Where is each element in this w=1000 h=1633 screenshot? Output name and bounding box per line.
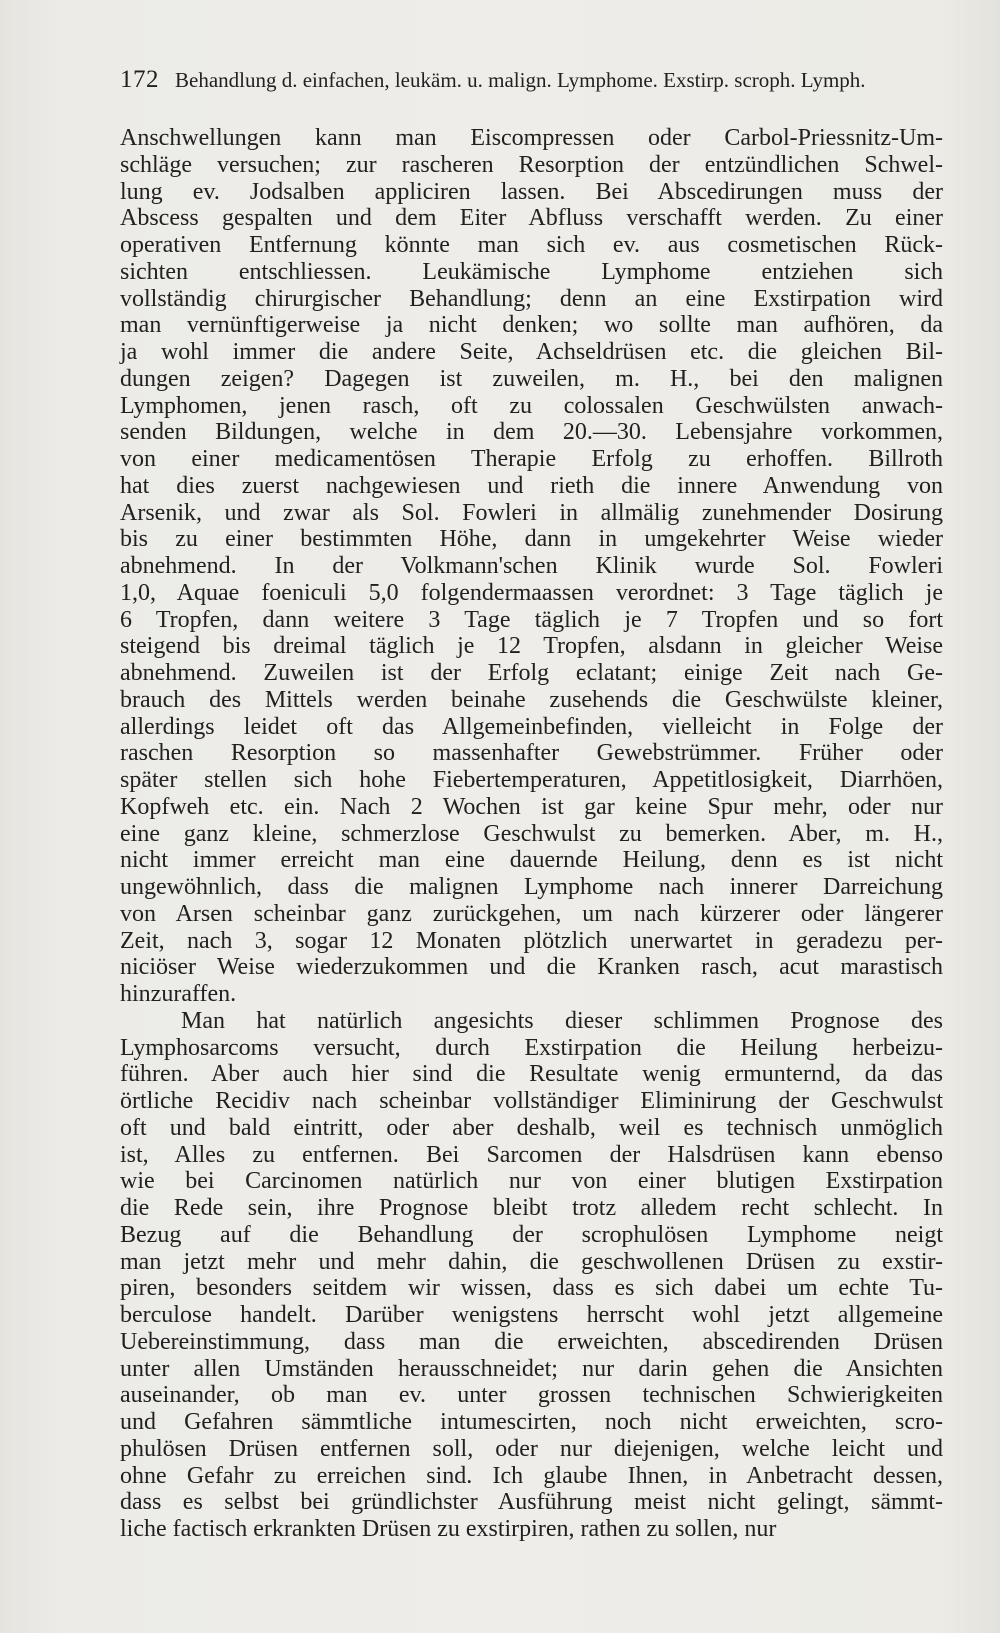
text-line: schläge versuchen; zur rascheren Resorption der entzündlichen Schwel- xyxy=(120,151,943,178)
text-line: von einer medicamentösen Therapie Erfolg zu erhoffen. Billroth xyxy=(120,446,943,472)
text-line: allerdings leidet oft das Allgemeinbefinden, vielleicht in Folge der xyxy=(120,713,943,740)
text-line: die Rede sein, ihre Prognose bleibt trotz alledem recht schlecht. In xyxy=(120,1195,943,1221)
paragraph xyxy=(120,1008,943,1543)
text-line: Uebereinstimmung, dass man die erweichten, abscedirenden Drüsen xyxy=(120,1328,943,1355)
text-line: phulösen Drüsen entfernen soll, oder nur diejenigen, welche leicht und xyxy=(120,1435,943,1462)
text-line: 1,0, Aquae foeniculi 5,0 folgendermaassen verordnet: 3 Tage täglich je xyxy=(120,579,943,606)
text-line: senden Bildungen, welche in dem 20.—30. Lebensjahre vorkommen, xyxy=(120,419,943,446)
body-text xyxy=(120,125,943,1543)
text-line: steigend bis dreimal täglich je 12 Tropfen, alsdann in gleicher Weise xyxy=(120,633,943,660)
text-line: Arsenik, und zwar als Sol. Fowleri in allmälig zunehmender Dosirung xyxy=(120,499,943,526)
running-head xyxy=(120,66,950,102)
text-line: abnehmend. Zuweilen ist der Erfolg eclatant; einige Zeit nach Ge- xyxy=(120,660,943,686)
text-line: und Gefahren sämmtliche intumescirten, noch nicht erweichten, scro- xyxy=(120,1409,943,1435)
text-line: von Arsen scheinbar ganz zurückgehen, um nach kürzerer oder längerer xyxy=(120,900,943,927)
text-line: Bezug auf die Behandlung der scrophulösen Lymphome neigt xyxy=(120,1221,943,1248)
text-line: nicht immer erreicht man eine dauernde Heilung, denn es ist nicht xyxy=(120,847,943,874)
text-line: später stellen sich hohe Fiebertemperaturen, Appetitlosigkeit, Diarrhöen, xyxy=(120,767,943,793)
text-line: eine ganz kleine, schmerzlose Geschwulst zu bemerken. Aber, m. H., xyxy=(120,820,943,847)
text-line: Lymphosarcoms versucht, durch Exstirpation die Heilung herbeizu- xyxy=(120,1034,943,1061)
running-title: Behandlung d. einfachen, leukäm. u. malign. Lymphome. Exstirp. scroph. Lymph. xyxy=(175,68,866,92)
text-line: operativen Entfernung könnte man sich ev. aus cosmetischen Rück- xyxy=(120,232,943,258)
text-line: hinzuraffen. xyxy=(120,981,237,1007)
text-line: vollständig chirurgischer Behandlung; denn an eine Exstirpation wird xyxy=(120,285,943,312)
text-line: Lymphomen, jenen rasch, oft zu colossalen Geschwülsten anwach- xyxy=(120,392,943,419)
text-line: piren, besonders seitdem wir wissen, dass es sich dabei um echte Tu- xyxy=(120,1275,943,1302)
text-line: Zeit, nach 3, sogar 12 Monaten plötzlich unerwartet in geradezu per- xyxy=(120,927,943,954)
text-line: man jetzt mehr und mehr dahin, die geschwollenen Drüsen zu exstir- xyxy=(120,1248,943,1275)
text-line: ist, Alles zu entfernen. Bei Sarcomen der Halsdrüsen kann ebenso xyxy=(120,1141,943,1168)
text-line: Man hat natürlich angesichts dieser schlimmen Prognose des xyxy=(181,1007,943,1034)
text-line: abnehmend. In der Volkmann'schen Klinik wurde Sol. Fowleri xyxy=(120,553,943,579)
page-number: 172 xyxy=(120,66,159,93)
text-line: hat dies zuerst nachgewiesen und rieth die innere Anwendung von xyxy=(120,472,943,499)
text-line: Kopfweh etc. ein. Nach 2 Wochen ist gar keine Spur mehr, oder nur xyxy=(120,793,943,820)
text-line: lung ev. Jodsalben appliciren lassen. Bei Abscedirungen muss der xyxy=(120,178,943,205)
text-line: unter allen Umständen herausschneidet; nur darin gehen die Ansichten xyxy=(120,1355,943,1382)
text-line: man vernünftigerweise ja nicht denken; wo sollte man aufhören, da xyxy=(120,312,943,339)
text-line: sichten entschliessen. Leukämische Lymphome entziehen sich xyxy=(120,258,943,285)
text-line: ungewöhnlich, dass die malignen Lymphome nach innerer Darreichung xyxy=(120,874,943,900)
text-line: ohne Gefahr zu erreichen sind. Ich glaube Ihnen, in Anbetracht dessen, xyxy=(120,1462,943,1489)
text-line: Anschwellungen kann man Eiscompressen oder Carbol-Priessnitz-Um- xyxy=(120,125,943,151)
text-line: führen. Aber auch hier sind die Resultate wenig ermunternd, da das xyxy=(120,1061,943,1088)
text-line: Abscess gespalten und dem Eiter Abfluss verschafft werden. Zu einer xyxy=(120,205,943,232)
text-line: wie bei Carcinomen natürlich nur von einer blutigen Exstirpation xyxy=(120,1168,943,1195)
text-line: oft und bald eintritt, oder aber deshalb, weil es technisch unmöglich xyxy=(120,1114,943,1141)
text-line: raschen Resorption so massenhafter Gewebstrümmer. Früher oder xyxy=(120,740,943,767)
text-line: dungen zeigen? Dagegen ist zuweilen, m. H., bei den malignen xyxy=(120,365,943,392)
text-line: auseinander, ob man ev. unter grossen technischen Schwierigkeiten xyxy=(120,1382,943,1409)
text-line: berculose handelt. Darüber wenigstens herrscht wohl jetzt allgemeine xyxy=(120,1302,943,1328)
text-line: 6 Tropfen, dann weitere 3 Tage täglich je 7 Tropfen und so fort xyxy=(120,606,943,633)
text-line: örtliche Recidiv nach scheinbar vollständiger Eliminirung der Geschwulst xyxy=(120,1088,943,1114)
text-line: brauch des Mittels werden beinahe zusehends die Geschwülste kleiner, xyxy=(120,686,943,713)
text-line: niciöser Weise wiederzukommen und die Kranken rasch, acut marastisch xyxy=(120,954,943,981)
paragraph xyxy=(120,125,943,1008)
text-line: ja wohl immer die andere Seite, Achseldrüsen etc. die gleichen Bil- xyxy=(120,339,943,365)
text-line: dass es selbst bei gründlichster Ausführung meist nicht gelingt, sämmt- xyxy=(120,1489,943,1516)
text-line: bis zu einer bestimmten Höhe, dann in umgekehrter Weise wieder xyxy=(120,526,943,553)
text-line: liche factisch erkrankten Drüsen zu exstirpiren, rathen zu sollen, nur xyxy=(120,1516,777,1542)
